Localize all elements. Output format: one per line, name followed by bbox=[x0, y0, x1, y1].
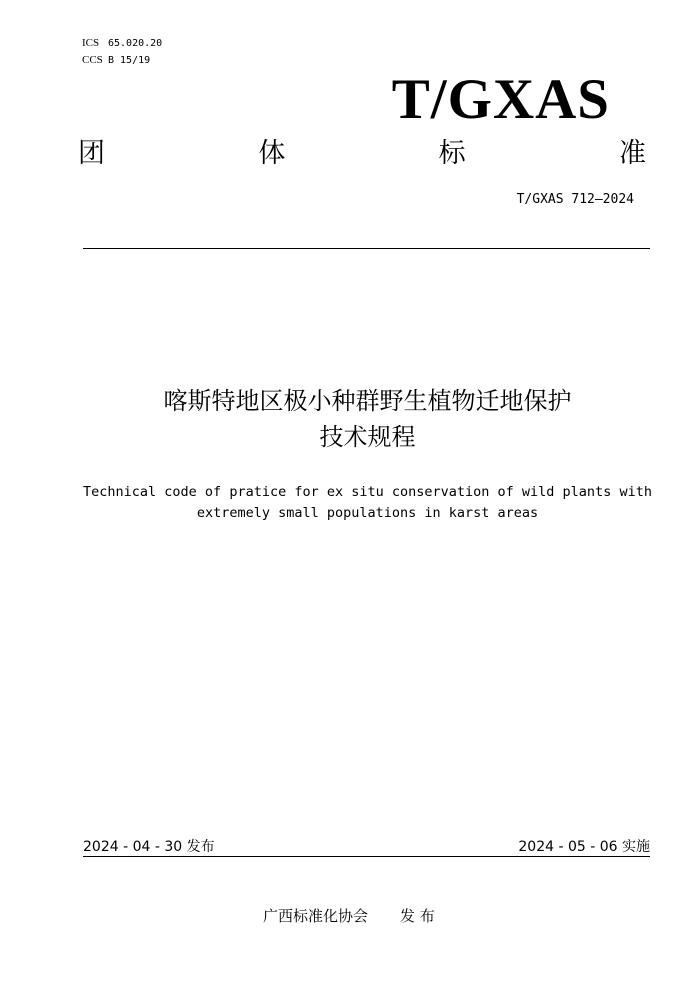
ccs-line bbox=[82, 52, 162, 69]
top-divider bbox=[83, 248, 650, 249]
organization-logo: T/GXAS bbox=[391, 68, 610, 131]
title-english-line: Technical code of pratice for ex situ conservation of wild plants with bbox=[83, 484, 652, 500]
standard-kind-char: 准 bbox=[618, 138, 646, 169]
issue-date: 2024 - 04 - 30 发布 bbox=[83, 839, 215, 855]
standard-kind-char: 团 bbox=[78, 138, 105, 169]
bottom-divider bbox=[83, 856, 650, 857]
ics-line bbox=[82, 35, 162, 52]
ccs-value: B 15/19 bbox=[108, 55, 151, 66]
title-chinese bbox=[60, 383, 675, 455]
ccs-label: CCS bbox=[82, 54, 103, 66]
implement-date: 2024 - 05 - 06 实施 bbox=[518, 839, 650, 855]
title-english-line: extremely small populations in karst areas bbox=[196, 505, 539, 521]
ics-label: ICS bbox=[82, 37, 100, 49]
publisher-line bbox=[263, 905, 435, 926]
publisher-name: 广西标准化协会 bbox=[263, 907, 369, 925]
title-english bbox=[60, 482, 675, 524]
title-chinese-line: 喀斯特地区极小种群野生植物迁地保护 bbox=[163, 387, 572, 415]
ics-value: 65.020.20 bbox=[108, 38, 163, 49]
publish-word: 发 布 bbox=[400, 907, 435, 925]
standard-kind-char: 标 bbox=[438, 138, 466, 169]
standard-code: T/GXAS 712—2024 bbox=[516, 192, 634, 207]
standard-kind-char: 体 bbox=[258, 138, 286, 169]
standard-kind bbox=[78, 138, 646, 170]
title-chinese-line: 技术规程 bbox=[319, 423, 416, 451]
classification-codes bbox=[82, 35, 162, 69]
